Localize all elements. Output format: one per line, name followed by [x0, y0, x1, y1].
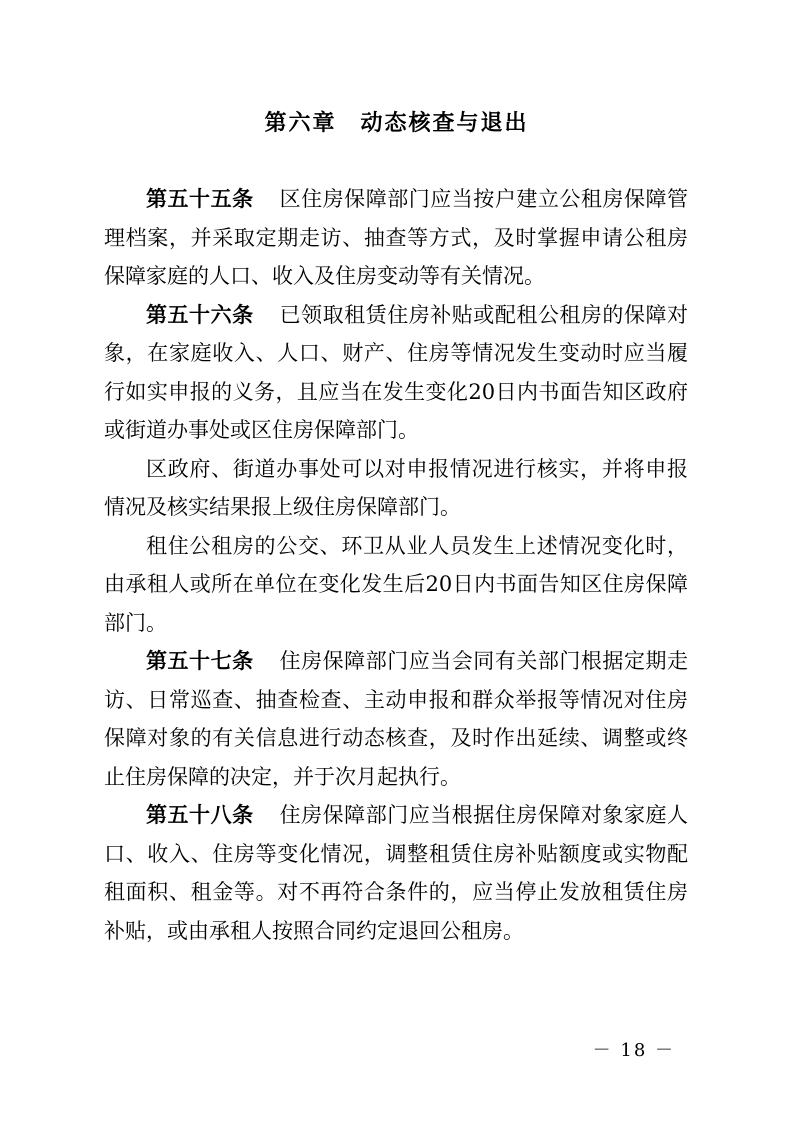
page-number: － 18 －	[592, 1040, 675, 1061]
paragraph-article-57	[104, 642, 688, 796]
article-text: 住房保障部门应当根据住房保障对象家庭人口、收入、住房等变化情况，调整租赁住房补贴额度或实物配租面积、租金等。对不再符合条件的，应当停止发放租赁住房补贴，或由承租人按照合同约定退回公租房。	[104, 803, 688, 943]
article-label: 第五十七条	[146, 649, 254, 673]
paragraph-text: 租住公租房的公交、环卫从业人员发生上述情况变化时，由承租人或所在单位在变化发生后20日内书面告知区住房保障部门。	[104, 533, 688, 635]
article-label: 第五十六条	[146, 302, 254, 327]
article-text: 区住房保障部门应当按户建立公租房保障管理档案，并采取定期走访、抽查等方式，及时掌握申请公租房保障家庭的人口、收入及住房变动等有关情况。	[104, 187, 688, 288]
paragraph-article-58	[104, 796, 688, 950]
paragraph-public-workers	[104, 527, 688, 643]
paragraph-article-56	[104, 296, 688, 450]
paragraph-verification	[104, 450, 688, 527]
paragraph-text: 区政府、街道办事处可以对申报情况进行核实，并将申报情况及核实结果报上级住房保障部门。	[104, 456, 688, 519]
paragraph-article-55	[104, 180, 688, 296]
article-label: 第五十八条	[146, 803, 254, 827]
article-text: 已领取租赁住房补贴或配租公租房的保障对象，在家庭收入、人口、财产、住房等情况发生变动时应当履行如实申报的义务，且应当在发生变化20日内书面告知区政府或街道办事处或区住房保障部门。	[104, 302, 688, 442]
body-text	[104, 180, 688, 950]
article-label: 第五十五条	[146, 187, 254, 211]
article-text: 住房保障部门应当会同有关部门根据定期走访、日常巡查、抽查检查、主动申报和群众举报等情况对住房保障对象的有关信息进行动态核查，及时作出延续、调整或终止住房保障的决定，并于次月起执行。	[104, 649, 688, 789]
chapter-title: 第六章 动态核查与退出	[264, 111, 529, 136]
